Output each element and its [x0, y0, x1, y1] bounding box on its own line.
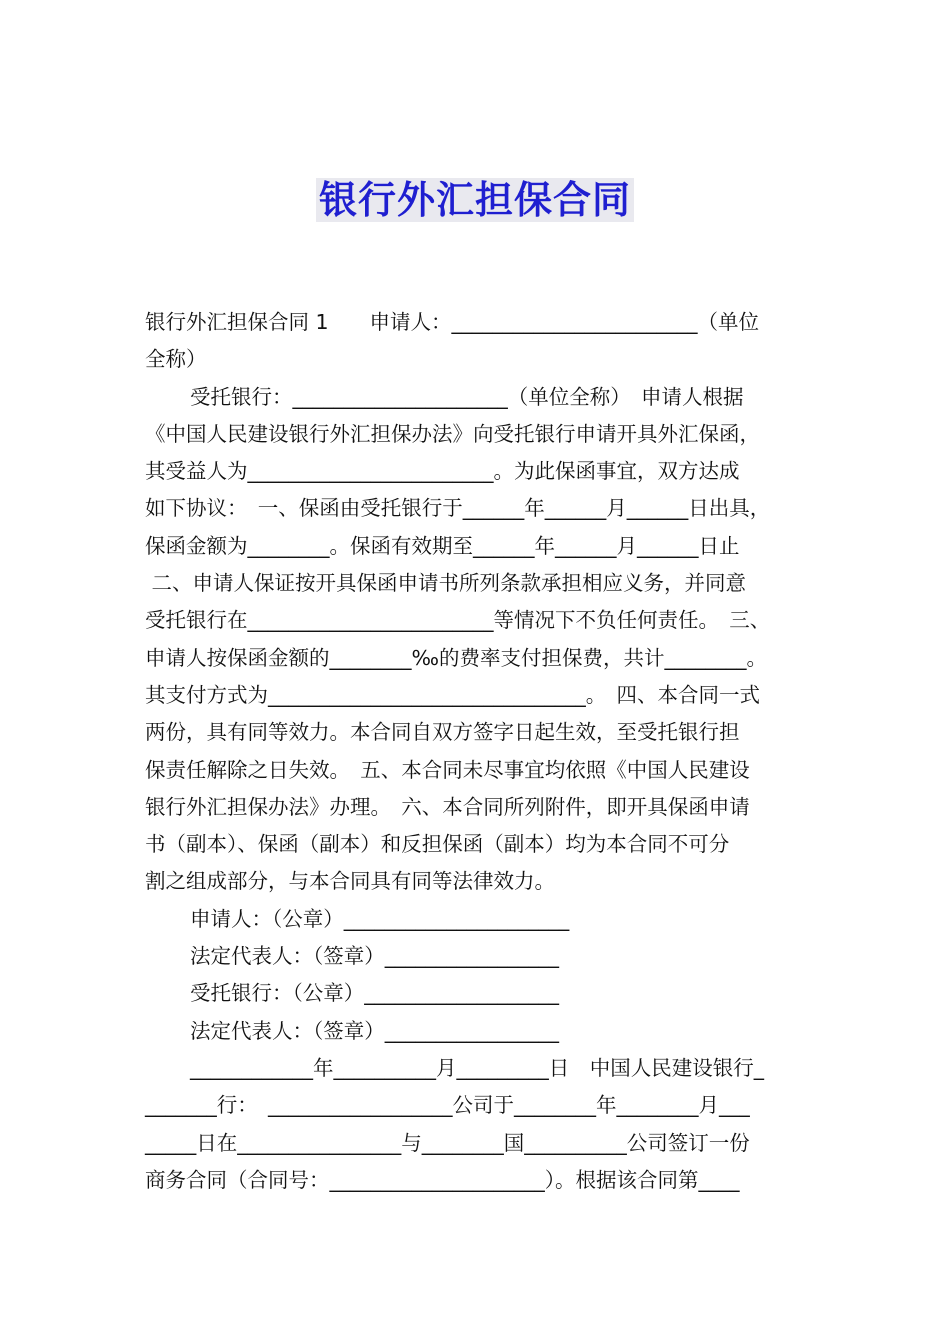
text-line: 受托银行在________________________等情况下不负任何责任。 三、	[145, 608, 771, 633]
text-line: _______行： __________________公司于________年________月___	[145, 1093, 750, 1118]
text-line: _____日在________________与________国__________公司签订一份	[145, 1130, 750, 1155]
document-body	[145, 304, 810, 1199]
text-line: 申请人按保函金额的________‰的费率支付担保费，共计________。	[145, 645, 768, 670]
text-line: 银行外汇担保办法》办理。 六、本合同所列附件，即开具保函申请	[145, 794, 750, 819]
text-line: 全称）	[145, 347, 207, 372]
text-line: 保责任解除之日失效。 五、本合同未尽事宜均依照《中国人民建设	[145, 757, 750, 782]
text-line: 如下协议： 一、保函由受托银行于______年______月______日出具，	[145, 496, 771, 521]
text-line: 二、申请人保证按开具保函申请书所列条款承担相应义务，并同意	[145, 571, 747, 596]
text-line: 受托银行：（公章）___________________	[190, 981, 559, 1006]
text-line: 书（副本）、保函（副本）和反担保函（副本）均为本合同不可分	[145, 832, 730, 857]
text-line: ____________年__________月_________日 中国人民建设银行_	[190, 1055, 764, 1080]
text-line: 法定代表人：（签章）_________________	[190, 944, 559, 969]
text-line: 银行外汇担保合同 1 申请人：________________________（单位	[145, 310, 760, 334]
text-line: 商务合同（合同号：_____________________）。根据该合同第____	[145, 1167, 740, 1192]
text-line: 其支付方式为_______________________________。 四、本合同一式	[145, 682, 760, 707]
text-line: 其受益人为________________________。为此保函事宜，双方达成	[145, 459, 740, 484]
text-line: 保函金额为________。保函有效期至______年______月______日止	[145, 533, 740, 558]
text-line: 法定代表人：（签章）_________________	[190, 1018, 559, 1043]
title-wrap	[0, 178, 950, 222]
text-line: 申请人：（公章）______________________	[190, 906, 570, 931]
text-line: 割之组成部分，与本合同具有同等法律效力。	[145, 869, 555, 894]
document-title: 银行外汇担保合同	[316, 178, 634, 222]
text-line: 两份，具有同等效力。本合同自双方签字日起生效，至受托银行担	[145, 720, 740, 745]
text-line: 受托银行：_____________________（单位全称） 申请人根据	[190, 384, 744, 409]
text-line: 《中国人民建设银行外汇担保办法》向受托银行申请开具外汇保函，	[145, 421, 760, 446]
